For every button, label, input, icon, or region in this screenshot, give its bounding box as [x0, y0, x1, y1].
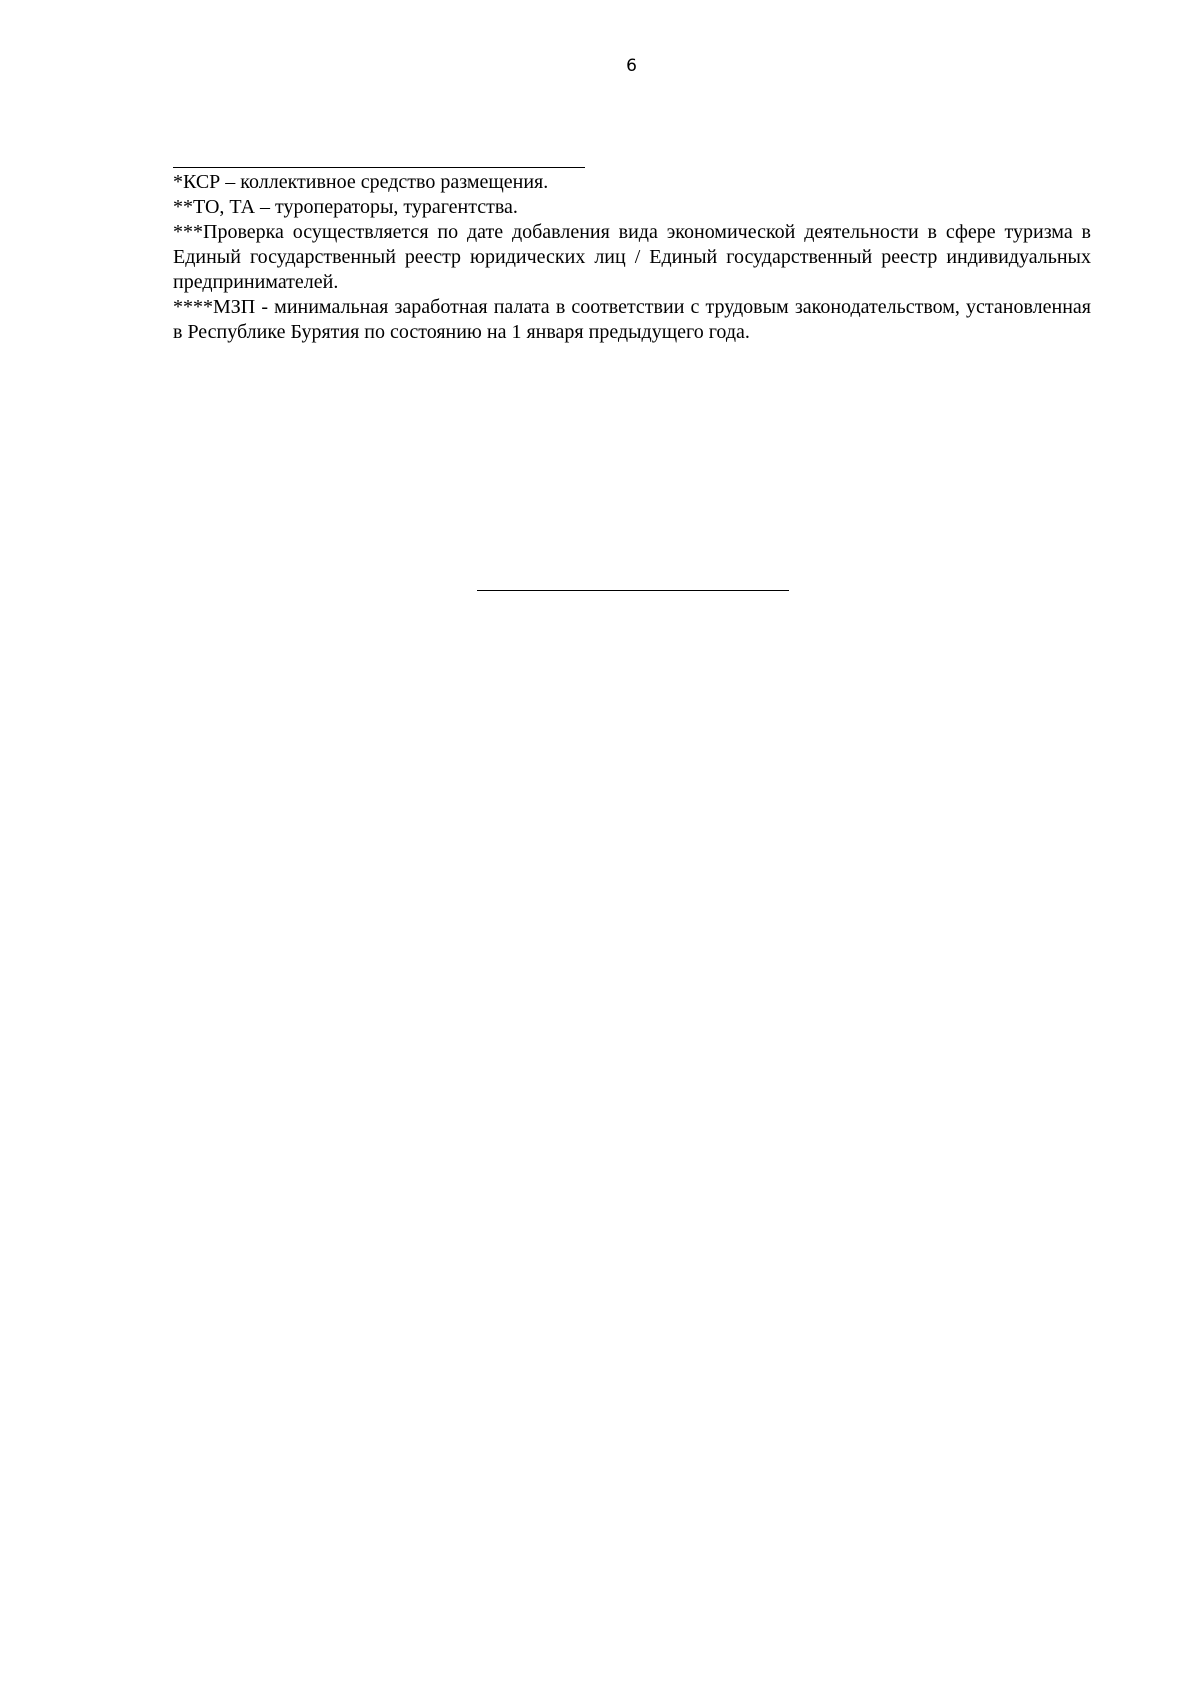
footnotes [173, 170, 1091, 345]
page-number: 6 [626, 56, 637, 76]
document-end-rule [477, 590, 789, 591]
footnote-ksr: *КСР – коллективное средство размещения. [173, 171, 549, 193]
footnote-registry-check: ***Проверка осуществляется по дате добавления вида экономической деятельности в сфере туризма в Единый государственный реестр юридических лиц / Единый государственный реестр индивидуальных предпринимателей. [173, 221, 1091, 293]
footnote-separator [173, 167, 585, 168]
footnote-mzp: ****МЗП - минимальная заработная палата в соответствии с трудовым законодательством, установленная в Республике Бурятия по состоянию на 1 января предыдущего года. [173, 296, 1091, 343]
footnote-to-ta: **ТО, ТА – туроператоры, турагентства. [173, 196, 518, 218]
